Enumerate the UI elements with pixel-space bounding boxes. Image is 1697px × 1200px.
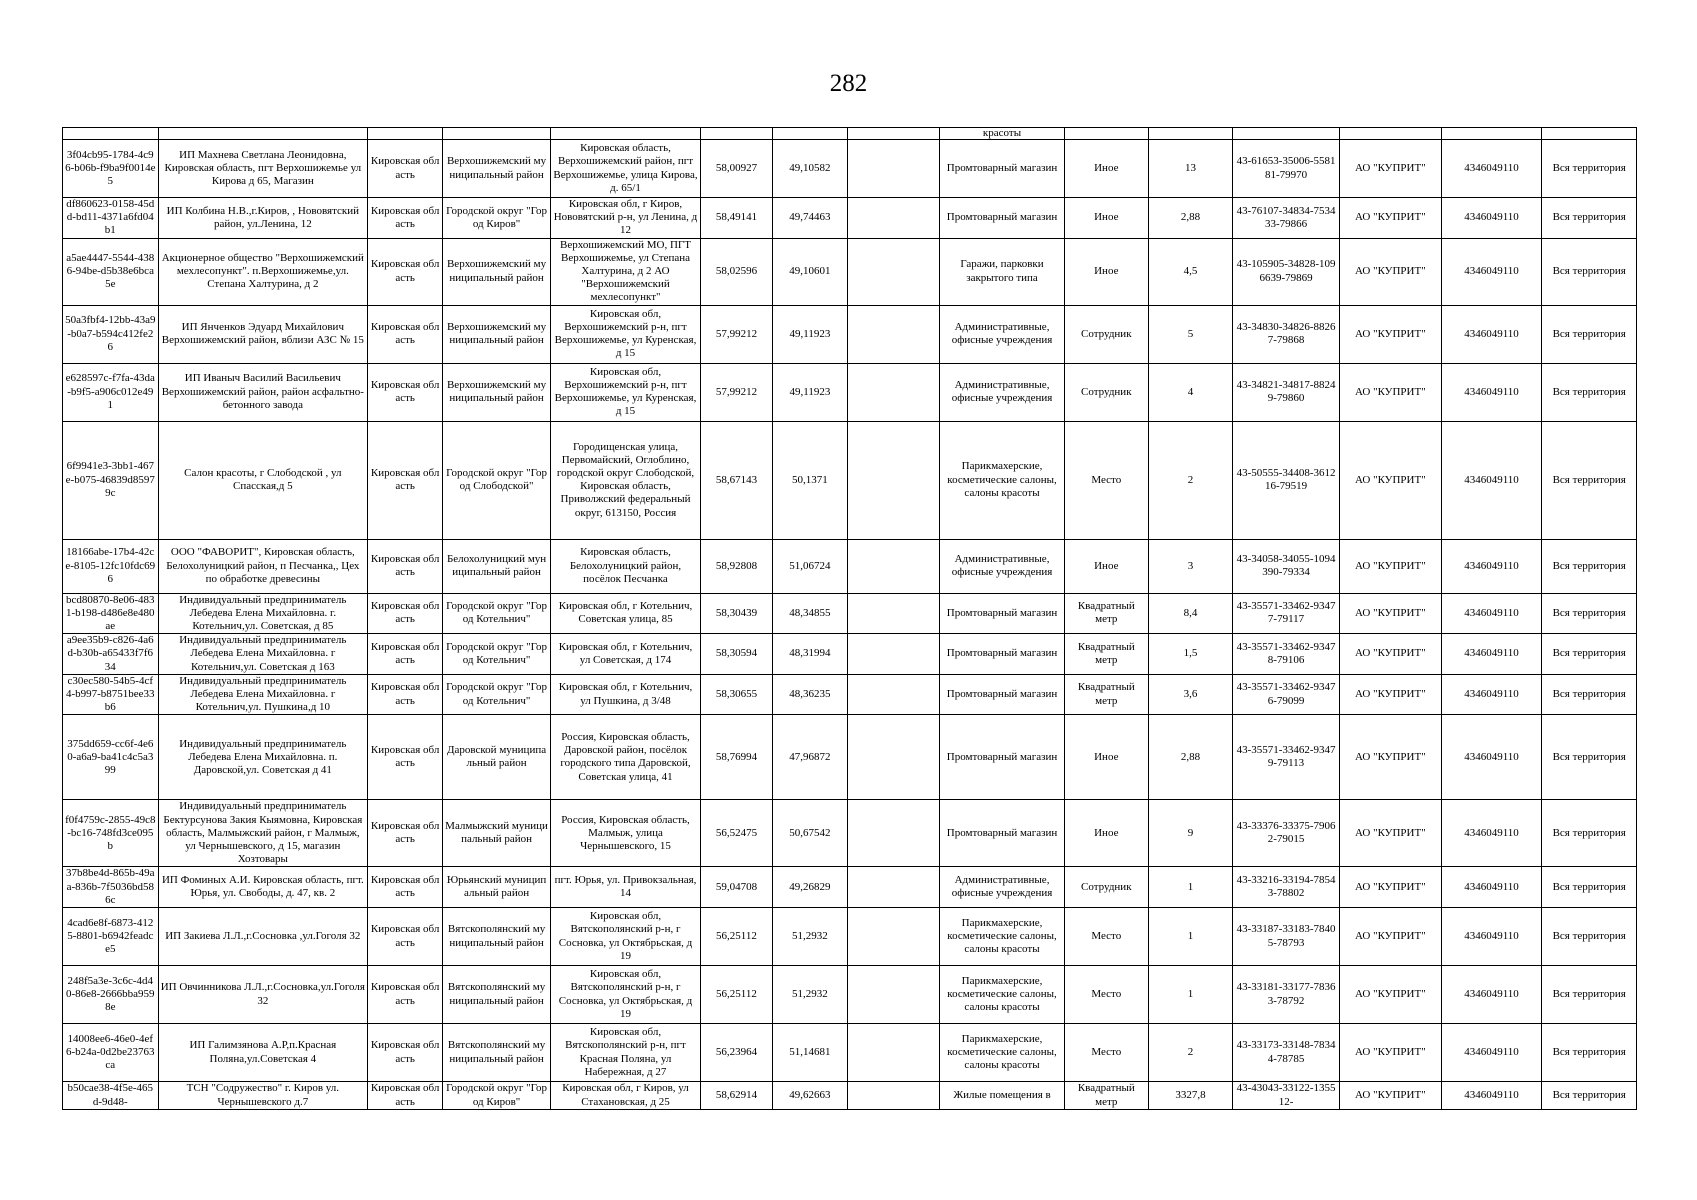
operator-cell: АО "КУПРИТ" xyxy=(1339,715,1441,800)
unit-cell: Квадратный метр xyxy=(1064,593,1148,634)
table-row xyxy=(63,140,1637,198)
inn-cell: 4346049110 xyxy=(1441,634,1542,675)
amount-cell: 1 xyxy=(1148,966,1232,1024)
inn-cell: 4346049110 xyxy=(1441,1024,1542,1082)
code-cell: 43-33216-33194-78543-78802 xyxy=(1233,867,1340,908)
territory-cell: Вся территория xyxy=(1542,539,1637,593)
region-cell: Кировская область xyxy=(368,674,443,715)
empty-cell xyxy=(847,539,939,593)
amount-cell: 2 xyxy=(1148,421,1232,539)
district-cell: Городской округ "Город Киров" xyxy=(443,198,551,239)
region-cell: Кировская область xyxy=(368,593,443,634)
empty-cell xyxy=(847,140,939,198)
longitude-cell: 50,67542 xyxy=(772,800,847,867)
region-cell: Кировская область xyxy=(368,715,443,800)
table-row xyxy=(63,1024,1637,1082)
record-id-cell: bcd80870-8e06-4831-b198-d486e8e480ae xyxy=(63,593,159,634)
district-cell: Городской округ "Город Котельнич" xyxy=(443,634,551,675)
unit-cell: Место xyxy=(1064,966,1148,1024)
record-id-cell: 18166abe-17b4-42ce-8105-12fc10fdc696 xyxy=(63,539,159,593)
category-cell: Парикмахерские, косметические салоны, салоны красоты xyxy=(940,966,1064,1024)
record-id-cell: df860623-0158-45dd-bd11-4371a6fd04b1 xyxy=(63,198,159,239)
operator-cell: АО "КУПРИТ" xyxy=(1339,198,1441,239)
longitude-cell: 51,06724 xyxy=(772,539,847,593)
category-cell: Промтоварный магазин xyxy=(940,634,1064,675)
amount-cell: 5 xyxy=(1148,305,1232,363)
inn-cell: 4346049110 xyxy=(1441,867,1542,908)
longitude-cell: 49,10582 xyxy=(772,140,847,198)
organization-cell: Салон красоты, г Слободской , ул Спасская,д 5 xyxy=(158,421,368,539)
operator-cell: АО "КУПРИТ" xyxy=(1339,634,1441,675)
longitude-cell: 49,26829 xyxy=(772,867,847,908)
territory-cell: Вся территория xyxy=(1542,1082,1637,1110)
longitude-cell: 49,74463 xyxy=(772,198,847,239)
category-cell: Административные, офисные учреждения xyxy=(940,867,1064,908)
address-cell: пгт. Юрья, ул. Привокзальная, 14 xyxy=(551,867,701,908)
operator-cell: АО "КУПРИТ" xyxy=(1339,1082,1441,1110)
record-id-cell: 50a3fbf4-12bb-43a9-b0a7-b594c412fe26 xyxy=(63,305,159,363)
unit-cell: Сотрудник xyxy=(1064,867,1148,908)
empty-cell xyxy=(847,1082,939,1110)
amount-cell: 1,5 xyxy=(1148,634,1232,675)
operator-cell: АО "КУПРИТ" xyxy=(1339,539,1441,593)
code-cell: 43-33187-33183-78405-78793 xyxy=(1233,908,1340,966)
inn-cell: 4346049110 xyxy=(1441,593,1542,634)
latitude-cell: 58,30655 xyxy=(701,674,773,715)
record-id-cell: b50cae38-4f5e-465d-9d48- xyxy=(63,1082,159,1110)
record-id-cell: f0f4759c-2855-49c8-bc16-748fd3ce095b xyxy=(63,800,159,867)
table-row xyxy=(63,908,1637,966)
operator-cell: АО "КУПРИТ" xyxy=(1339,966,1441,1024)
code-cell: 43-34830-34826-88267-79868 xyxy=(1233,305,1340,363)
organization-cell: Индивидуальный предприниматель Лебедева Елена Михайловна. п. Даровской,ул. Советская д 41 xyxy=(158,715,368,800)
record-id-cell: 4cad6e8f-6873-4125-8801-b6942feadce5 xyxy=(63,908,159,966)
operator-cell: АО "КУПРИТ" xyxy=(1339,421,1441,539)
code-cell: 43-33181-33177-78363-78792 xyxy=(1233,966,1340,1024)
region-cell: Кировская область xyxy=(368,634,443,675)
inn-cell: 4346049110 xyxy=(1441,674,1542,715)
empty-cell xyxy=(847,593,939,634)
table-row xyxy=(63,1082,1637,1110)
unit-cell: Иное xyxy=(1064,198,1148,239)
category-cell: Промтоварный магазин xyxy=(940,140,1064,198)
territory-cell: Вся территория xyxy=(1542,140,1637,198)
empty-cell xyxy=(847,238,939,305)
amount-cell: 2,88 xyxy=(1148,715,1232,800)
operator-cell: АО "КУПРИТ" xyxy=(1339,674,1441,715)
longitude-cell: 49,11923 xyxy=(772,363,847,421)
territory-cell: Вся территория xyxy=(1542,305,1637,363)
organization-cell: Акционерное общество "Верхошижемский мехлесопункт". п.Верхошижемье,ул. Степана Халтурина, д 2 xyxy=(158,238,368,305)
table-row xyxy=(63,634,1637,675)
district-cell: Вятскополянский муниципальный район xyxy=(443,966,551,1024)
record-id-cell: 37b8be4d-865b-49aa-836b-7f5036bd586c xyxy=(63,867,159,908)
empty-cell xyxy=(847,867,939,908)
latitude-cell: 58,30594 xyxy=(701,634,773,675)
record-id-cell: 375dd659-cc6f-4e60-a6a9-ba41c4c5a399 xyxy=(63,715,159,800)
operator-cell: АО "КУПРИТ" xyxy=(1339,593,1441,634)
operator-cell: АО "КУПРИТ" xyxy=(1339,908,1441,966)
region-cell: Кировская область xyxy=(368,140,443,198)
latitude-cell: 56,23964 xyxy=(701,1024,773,1082)
category-cell: Парикмахерские, косметические салоны, салоны красоты xyxy=(940,908,1064,966)
operator-cell: АО "КУПРИТ" xyxy=(1339,1024,1441,1082)
table-row xyxy=(63,800,1637,867)
unit-cell: Квадратный метр xyxy=(1064,1082,1148,1110)
organization-cell: ИП Колбина Н.В.,г.Киров, , Нововятский район, ул.Ленина, 12 xyxy=(158,198,368,239)
inn-cell: 4346049110 xyxy=(1441,238,1542,305)
latitude-cell: 56,25112 xyxy=(701,908,773,966)
address-cell: Кировская обл, г Котельнич, ул Советская, д 174 xyxy=(551,634,701,675)
organization-cell: ИП Овчинникова Л.Л.,г.Сосновка,ул.Гоголя 32 xyxy=(158,966,368,1024)
amount-cell: 13 xyxy=(1148,140,1232,198)
inn-cell: 4346049110 xyxy=(1441,715,1542,800)
district-cell: Городской округ "Город Слободской" xyxy=(443,421,551,539)
unit-cell: Иное xyxy=(1064,715,1148,800)
category-cell: Промтоварный магазин xyxy=(940,674,1064,715)
latitude-cell: 59,04708 xyxy=(701,867,773,908)
page-number: 282 xyxy=(829,70,868,97)
unit-cell: Место xyxy=(1064,1024,1148,1082)
organization-cell: ИП Фоминых А.И. Кировская область, пгт. Юрья, ул. Свободы, д. 47, кв. 2 xyxy=(158,867,368,908)
empty-cell xyxy=(847,363,939,421)
amount-cell: 3327,8 xyxy=(1148,1082,1232,1110)
longitude-cell: 49,62663 xyxy=(772,1082,847,1110)
organization-cell: ТСН "Содружество" г. Киров ул. Чернышевского д.7 xyxy=(158,1082,368,1110)
inn-cell: 4346049110 xyxy=(1441,363,1542,421)
address-cell: Кировская обл, Верхошижемский р-н, пгт Верхошижемье, ул Куренская, д 15 xyxy=(551,363,701,421)
address-cell: Кировская обл, г Киров, Нововятский р-н, ул Ленина, д 12 xyxy=(551,198,701,239)
inn-cell: 4346049110 xyxy=(1441,198,1542,239)
table-row xyxy=(63,198,1637,239)
territory-cell: Вся территория xyxy=(1542,593,1637,634)
category-cell: Парикмахерские, косметические салоны, салоны красоты xyxy=(940,1024,1064,1082)
address-cell: Кировская обл, Вятскополянский р-н, г Сосновка, ул Октябрьская, д 19 xyxy=(551,966,701,1024)
record-id-cell: c30ec580-54b5-4cf4-b997-b8751bee33b6 xyxy=(63,674,159,715)
region-cell: Кировская область xyxy=(368,966,443,1024)
code-cell: 43-61653-35006-558181-79970 xyxy=(1233,140,1340,198)
inn-cell: 4346049110 xyxy=(1441,908,1542,966)
unit-cell: Иное xyxy=(1064,238,1148,305)
code-cell: 43-50555-34408-361216-79519 xyxy=(1233,421,1340,539)
organization-cell: Индивидуальный предприниматель Лебедева Елена Михайловна. г Котельнич,ул. Пушкина,д 10 xyxy=(158,674,368,715)
code-cell: 43-35571-33462-93478-79106 xyxy=(1233,634,1340,675)
record-id-cell: 3f04cb95-1784-4c96-b06b-f9ba9f0014e5 xyxy=(63,140,159,198)
district-cell: Вятскополянский муниципальный район xyxy=(443,908,551,966)
address-cell: Россия, Кировская область, Малмыж, улица Чернышевского, 15 xyxy=(551,800,701,867)
longitude-cell: 50,1371 xyxy=(772,421,847,539)
territory-cell: Вся территория xyxy=(1542,715,1637,800)
code-cell: 43-105905-34828-1096639-79869 xyxy=(1233,238,1340,305)
address-cell: Россия, Кировская область, Даровской район, посёлок городского типа Даровской, Советская улица, 41 xyxy=(551,715,701,800)
code-cell: 43-35571-33462-93479-79113 xyxy=(1233,715,1340,800)
address-cell: Кировская обл, Вятскополянский р-н, г Сосновка, ул Октябрьская, д 19 xyxy=(551,908,701,966)
longitude-cell: 48,36235 xyxy=(772,674,847,715)
latitude-cell: 58,67143 xyxy=(701,421,773,539)
amount-cell: 3,6 xyxy=(1148,674,1232,715)
code-cell: 43-43043-33122-135512- xyxy=(1233,1082,1340,1110)
inn-cell: 4346049110 xyxy=(1441,800,1542,867)
unit-cell: Иное xyxy=(1064,539,1148,593)
longitude-cell: 49,11923 xyxy=(772,305,847,363)
territory-cell: Вся территория xyxy=(1542,966,1637,1024)
code-cell: 43-35571-33462-93476-79099 xyxy=(1233,674,1340,715)
organization-cell: ООО "ФАВОРИТ", Кировская область, Белохолуницкий район, п Песчанка,, Цех по обработке древесины xyxy=(158,539,368,593)
empty-cell xyxy=(847,1024,939,1082)
table-row xyxy=(63,966,1637,1024)
longitude-cell: 51,2932 xyxy=(772,908,847,966)
region-cell: Кировская область xyxy=(368,908,443,966)
empty-cell xyxy=(847,800,939,867)
longitude-cell: 49,10601 xyxy=(772,238,847,305)
territory-cell: Вся территория xyxy=(1542,867,1637,908)
unit-cell: Сотрудник xyxy=(1064,363,1148,421)
territory-cell: Вся территория xyxy=(1542,1024,1637,1082)
address-cell: Кировская обл, г Котельнич, Советская улица, 85 xyxy=(551,593,701,634)
address-cell: Верхошижемский МО, ПГТ Верхошижемье, ул Степана Халтурина, д 2 АО "Верхошижемский мехлесопункт" xyxy=(551,238,701,305)
region-cell: Кировская область xyxy=(368,198,443,239)
region-cell: Кировская область xyxy=(368,238,443,305)
latitude-cell: 57,99212 xyxy=(701,305,773,363)
table-row xyxy=(63,305,1637,363)
category-cell: Гаражи, парковки закрытого типа xyxy=(940,238,1064,305)
address-cell: Городищенская улица, Первомайский, Оглоблино, городской округ Слободской, Кировская область, Приволжский федеральный округ, 613150, Россия xyxy=(551,421,701,539)
code-cell: 43-33173-33148-78344-78785 xyxy=(1233,1024,1340,1082)
unit-cell: Сотрудник xyxy=(1064,305,1148,363)
territory-cell: Вся территория xyxy=(1542,363,1637,421)
table-row xyxy=(63,593,1637,634)
longitude-cell: 48,34855 xyxy=(772,593,847,634)
empty-cell xyxy=(847,634,939,675)
continuation-row xyxy=(63,128,1637,140)
longitude-cell: 47,96872 xyxy=(772,715,847,800)
district-cell: Даровской муниципальный район xyxy=(443,715,551,800)
longitude-cell: 48,31994 xyxy=(772,634,847,675)
unit-cell: Место xyxy=(1064,908,1148,966)
organization-cell: ИП Янченков Эдуард Михайлович Верхошижемский район, вблизи АЗС № 15 xyxy=(158,305,368,363)
longitude-cell: 51,2932 xyxy=(772,966,847,1024)
latitude-cell: 58,00927 xyxy=(701,140,773,198)
latitude-cell: 56,52475 xyxy=(701,800,773,867)
region-cell: Кировская область xyxy=(368,363,443,421)
inn-cell: 4346049110 xyxy=(1441,305,1542,363)
territory-cell: Вся территория xyxy=(1542,908,1637,966)
category-cell: Промтоварный магазин xyxy=(940,800,1064,867)
category-cell: Административные, офисные учреждения xyxy=(940,363,1064,421)
latitude-cell: 58,62914 xyxy=(701,1082,773,1110)
district-cell: Верхошижемский муниципальный район xyxy=(443,363,551,421)
table-row xyxy=(63,421,1637,539)
unit-cell: Квадратный метр xyxy=(1064,674,1148,715)
address-cell: Кировская обл, Верхошижемский р-н, пгт Верхошижемье, ул Куренская, д 15 xyxy=(551,305,701,363)
territory-cell: Вся территория xyxy=(1542,674,1637,715)
record-id-cell: 6f9941e3-3bb1-467e-b075-46839d85979c xyxy=(63,421,159,539)
record-id-cell: a9ee35b9-c826-4a6d-b30b-a65433f7f634 xyxy=(63,634,159,675)
table-body xyxy=(63,128,1637,1110)
organization-cell: ИП Закиева Л.Л.,г.Сосновка ,ул.Гоголя 32 xyxy=(158,908,368,966)
latitude-cell: 58,02596 xyxy=(701,238,773,305)
region-cell: Кировская область xyxy=(368,1024,443,1082)
district-cell: Верхошижемский муниципальный район xyxy=(443,140,551,198)
code-cell: 43-76107-34834-753433-79866 xyxy=(1233,198,1340,239)
address-cell: Кировская область, Белохолуницкий район, посёлок Песчанка xyxy=(551,539,701,593)
inn-cell: 4346049110 xyxy=(1441,140,1542,198)
operator-cell: АО "КУПРИТ" xyxy=(1339,305,1441,363)
empty-cell xyxy=(847,966,939,1024)
territory-cell: Вся территория xyxy=(1542,238,1637,305)
latitude-cell: 58,76994 xyxy=(701,715,773,800)
operator-cell: АО "КУПРИТ" xyxy=(1339,867,1441,908)
table-row xyxy=(63,363,1637,421)
territory-cell: Вся территория xyxy=(1542,198,1637,239)
category-cell: Парикмахерские, косметические салоны, салоны красоты xyxy=(940,421,1064,539)
registry-table xyxy=(62,127,1637,1110)
district-cell: Городской округ "Город Котельнич" xyxy=(443,593,551,634)
address-cell: Кировская обл, г Киров, ул Стахановская, д 25 xyxy=(551,1082,701,1110)
unit-cell: Квадратный метр xyxy=(1064,634,1148,675)
empty-cell xyxy=(847,305,939,363)
table-row xyxy=(63,715,1637,800)
amount-cell: 4 xyxy=(1148,363,1232,421)
district-cell: Юрьянский муниципальный район xyxy=(443,867,551,908)
category-cell: Административные, офисные учреждения xyxy=(940,305,1064,363)
district-cell: Вятскополянский муниципальный район xyxy=(443,1024,551,1082)
region-cell: Кировская область xyxy=(368,539,443,593)
operator-cell: АО "КУПРИТ" xyxy=(1339,363,1441,421)
unit-cell: Место xyxy=(1064,421,1148,539)
district-cell: Малмыжский муниципальный район xyxy=(443,800,551,867)
amount-cell: 1 xyxy=(1148,867,1232,908)
amount-cell: 2 xyxy=(1148,1024,1232,1082)
inn-cell: 4346049110 xyxy=(1441,539,1542,593)
inn-cell: 4346049110 xyxy=(1441,1082,1542,1110)
organization-cell: Индивидуальный предприниматель Лебедева Елена Михайловна. г. Котельнич,ул. Советская, д 85 xyxy=(158,593,368,634)
longitude-cell: 51,14681 xyxy=(772,1024,847,1082)
operator-cell: АО "КУПРИТ" xyxy=(1339,140,1441,198)
code-cell: 43-33376-33375-79062-79015 xyxy=(1233,800,1340,867)
organization-cell: Индивидуальный предприниматель Бектурсунова Закия Кыямовна, Кировская область, Малмыжский район, г Малмыж, ул Чернышевского, д 15, магазин Хозтовары xyxy=(158,800,368,867)
category-cell: Административные, офисные учреждения xyxy=(940,539,1064,593)
territory-cell: Вся территория xyxy=(1542,634,1637,675)
region-cell: Кировская область xyxy=(368,305,443,363)
amount-cell: 9 xyxy=(1148,800,1232,867)
district-cell: Белохолуницкий муниципальный район xyxy=(443,539,551,593)
category-cell: Промтоварный магазин xyxy=(940,593,1064,634)
amount-cell: 1 xyxy=(1148,908,1232,966)
amount-cell: 2,88 xyxy=(1148,198,1232,239)
code-cell: 43-35571-33462-93477-79117 xyxy=(1233,593,1340,634)
region-cell: Кировская область xyxy=(368,867,443,908)
unit-cell: Иное xyxy=(1064,800,1148,867)
category-cell: Промтоварный магазин xyxy=(940,198,1064,239)
table-row xyxy=(63,539,1637,593)
empty-cell xyxy=(847,674,939,715)
empty-cell xyxy=(847,421,939,539)
latitude-cell: 58,30439 xyxy=(701,593,773,634)
empty-cell xyxy=(847,198,939,239)
region-cell: Кировская область xyxy=(368,800,443,867)
amount-cell: 3 xyxy=(1148,539,1232,593)
region-cell: Кировская область xyxy=(368,1082,443,1110)
continuation-text: красоты xyxy=(940,128,1064,140)
territory-cell: Вся территория xyxy=(1542,800,1637,867)
district-cell: Верхошижемский муниципальный район xyxy=(443,305,551,363)
latitude-cell: 57,99212 xyxy=(701,363,773,421)
table-row xyxy=(63,674,1637,715)
amount-cell: 8,4 xyxy=(1148,593,1232,634)
table-row xyxy=(63,867,1637,908)
latitude-cell: 56,25112 xyxy=(701,966,773,1024)
inn-cell: 4346049110 xyxy=(1441,421,1542,539)
amount-cell: 4,5 xyxy=(1148,238,1232,305)
address-cell: Кировская обл, г Котельнич, ул Пушкина, д 3/48 xyxy=(551,674,701,715)
address-cell: Кировская обл, Вятскополянский р-н, пгт Красная Поляна, ул Набережная, д 27 xyxy=(551,1024,701,1082)
empty-cell xyxy=(847,908,939,966)
organization-cell: ИП Иваныч Василий Васильевич Верхошижемский район, район асфальтно-бетонного завода xyxy=(158,363,368,421)
organization-cell: ИП Галимзянова А.Р,п.Красная Поляна,ул.Советская 4 xyxy=(158,1024,368,1082)
category-cell: Промтоварный магазин xyxy=(940,715,1064,800)
address-cell: Кировская область, Верхошижемский район, пгт Верхошижемье, улица Кирова, д. 65/1 xyxy=(551,140,701,198)
organization-cell: Индивидуальный предприниматель Лебедева Елена Михайловна. г Котельнич,ул. Советская д 163 xyxy=(158,634,368,675)
record-id-cell: a5ae4447-5544-4386-94be-d5b38e6bca5e xyxy=(63,238,159,305)
latitude-cell: 58,92808 xyxy=(701,539,773,593)
inn-cell: 4346049110 xyxy=(1441,966,1542,1024)
district-cell: Верхошижемский муниципальный район xyxy=(443,238,551,305)
district-cell: Городской округ "Город Котельнич" xyxy=(443,674,551,715)
category-cell: Жилые помещения в xyxy=(940,1082,1064,1110)
code-cell: 43-34821-34817-88249-79860 xyxy=(1233,363,1340,421)
code-cell: 43-34058-34055-1094390-79334 xyxy=(1233,539,1340,593)
organization-cell: ИП Махнева Светлана Леонидовна, Кировская область, пгт Верхошижемье ул Кирова д 65, Магазин xyxy=(158,140,368,198)
record-id-cell: 248f5a3e-3c6c-4d40-86e8-2666bba9598e xyxy=(63,966,159,1024)
record-id-cell: e628597c-f7fa-43da-b9f5-a906c012e491 xyxy=(63,363,159,421)
unit-cell: Иное xyxy=(1064,140,1148,198)
latitude-cell: 58,49141 xyxy=(701,198,773,239)
district-cell: Городской округ "Город Киров" xyxy=(443,1082,551,1110)
empty-cell xyxy=(847,715,939,800)
table-row xyxy=(63,238,1637,305)
territory-cell: Вся территория xyxy=(1542,421,1637,539)
record-id-cell: 14008ee6-46e0-4ef6-b24a-0d2be23763ca xyxy=(63,1024,159,1082)
operator-cell: АО "КУПРИТ" xyxy=(1339,238,1441,305)
region-cell: Кировская область xyxy=(368,421,443,539)
operator-cell: АО "КУПРИТ" xyxy=(1339,800,1441,867)
